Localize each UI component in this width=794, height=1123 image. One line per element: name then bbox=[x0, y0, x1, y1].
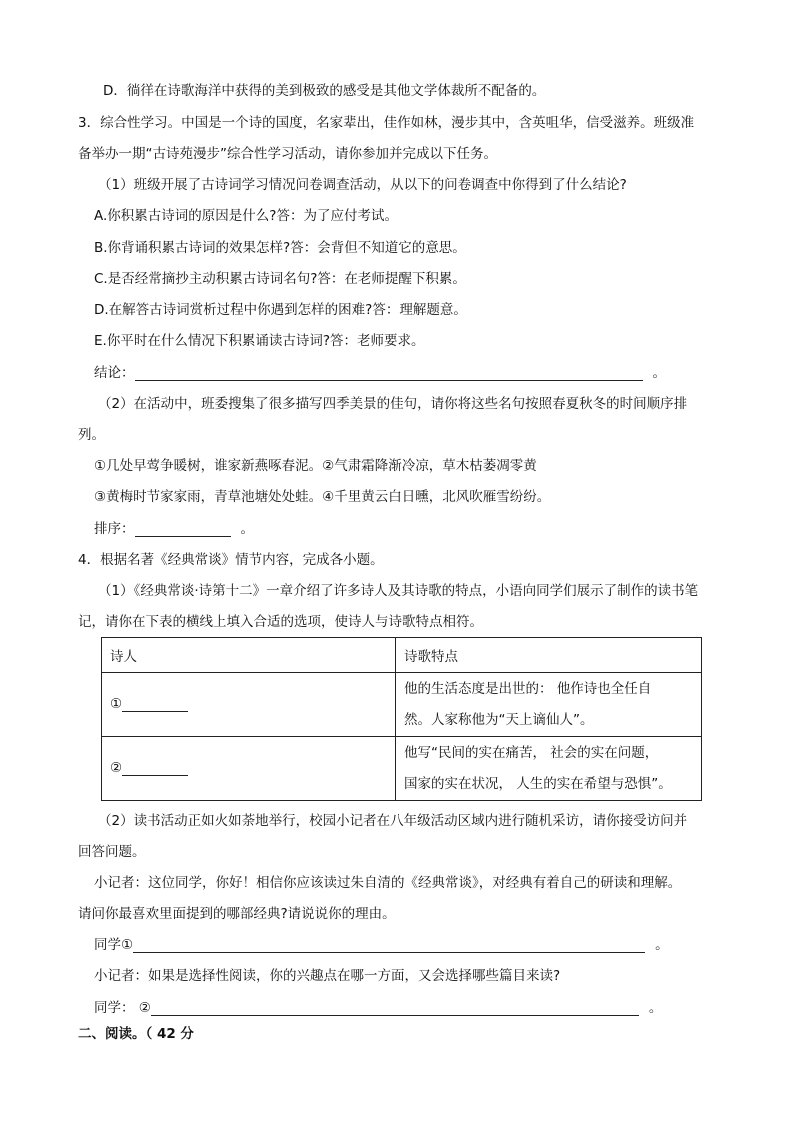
conclusion-line bbox=[94, 361, 666, 385]
row-marker: ① bbox=[110, 696, 123, 712]
order-label: 排序： bbox=[94, 521, 135, 537]
feature-text: 然。人家称他为“天上谪仙人”。 bbox=[404, 711, 594, 728]
survey-option-b: B.你背诵积累古诗词的效果怎样?答：会背但不知道它的意思。 bbox=[94, 240, 466, 256]
poem-lines-1: ①几处早莺争暖树，谁家新燕啄春泥。②气肃霜降渐冷凉，草木枯萎凋零黄 bbox=[94, 458, 537, 474]
section-2-heading: 二、阅读。（ 42 分 bbox=[78, 1026, 194, 1042]
feature-text: 他写“民间的实在痛苦， 社会的实在问题， bbox=[404, 744, 659, 761]
question-3-line1 bbox=[78, 111, 694, 135]
student-answer-2-blank[interactable] bbox=[151, 999, 639, 1016]
question-3-1-prompt: （1）班级开展了古诗词学习情况问卷调查活动，从以下的问卷调查中你得到了什么结论? bbox=[98, 177, 627, 193]
table-header-row bbox=[102, 638, 702, 673]
student-answer-1-end: 。 bbox=[655, 937, 669, 953]
student-answer-2-label: 同学： ② bbox=[94, 1000, 151, 1016]
survey-option-a: A.你积累古诗词的原因是什么?答：为了应付考试。 bbox=[94, 208, 398, 224]
table-row bbox=[102, 737, 702, 801]
student-answer-2-line bbox=[94, 996, 662, 1020]
student-answer-1-blank[interactable] bbox=[133, 936, 645, 953]
header-features: 诗歌特点 bbox=[396, 638, 702, 673]
question-4-title: 4．根据名著《经典常谈》情节内容，完成各小题。 bbox=[78, 552, 384, 568]
header-poet: 诗人 bbox=[102, 638, 396, 673]
question-4-1-prompt-a: （1）《经典常谈·诗第十二》一章介绍了许多诗人及其诗歌的特点，小语向同学们展示了制作的读书笔 bbox=[98, 583, 699, 599]
feature-cell bbox=[396, 673, 702, 737]
survey-option-e: E.你平时在什么情况下积累诵读古诗词?答：老师要求。 bbox=[94, 333, 425, 349]
question-3-line2: 备举办一期“古诗苑漫步”综合性学习活动，请你参加并完成以下任务。 bbox=[78, 146, 497, 162]
order-blank[interactable] bbox=[135, 520, 231, 537]
option-d-text: D．徜徉在诗歌海洋中获得的美到极致的感受是其他文学体裁所不配备的。 bbox=[103, 83, 546, 99]
poet-table bbox=[101, 637, 702, 801]
student-answer-2-end: 。 bbox=[648, 1000, 663, 1016]
conclusion-blank[interactable] bbox=[135, 364, 643, 381]
student-answer-1-label: 同学① bbox=[94, 937, 134, 953]
reporter-question-1a: 小记者：这位同学，你好！相信你应该读过朱自清的《经典常谈》，对经典有着自己的研读和理解。 bbox=[94, 875, 682, 891]
question-3-text-a: 3．综合性学习。中国是一个诗的国度，名家辈出，佳作如林，漫步其中，含英咀华，信受滋养。班级准 bbox=[78, 115, 695, 131]
survey-option-d: D.在解答古诗词赏析过程中你遇到怎样的困难?答：理解题意。 bbox=[94, 302, 467, 318]
conclusion-end: 。 bbox=[652, 365, 666, 381]
question-3-2-prompt-b: 列。 bbox=[78, 427, 105, 443]
poem-lines-2: ③黄梅时节家家雨，青草池塘处处蛙。④千里黄云白日曛，北风吹雁雪纷纷。 bbox=[94, 489, 551, 505]
poet-cell bbox=[102, 737, 396, 801]
table-row bbox=[102, 673, 702, 737]
poet-blank-2[interactable] bbox=[122, 759, 188, 776]
feature-text: 他的生活态度是出世的： 他作诗也全任自 bbox=[404, 680, 652, 697]
question-4-2-prompt-b: 回答问题。 bbox=[78, 844, 146, 860]
student-answer-1-line bbox=[94, 933, 669, 957]
question-4-2-prompt-a: （2）读书活动正如火如荼地举行，校园小记者在八年级活动区域内进行随机采访，请你接受访问并 bbox=[98, 813, 688, 829]
order-line bbox=[94, 517, 254, 541]
survey-option-c: C.是否经常摘抄主动积累古诗词名句?答：在老师提醒下积累。 bbox=[94, 271, 466, 287]
poet-cell bbox=[102, 673, 396, 737]
order-end: 。 bbox=[240, 521, 254, 537]
feature-text: 国家的实在状况， 人生的实在希望与恐惧”。 bbox=[404, 775, 672, 792]
reporter-question-1b: 请问你最喜欢里面提到的哪部经典?请说说你的理由。 bbox=[78, 906, 396, 922]
feature-cell bbox=[396, 737, 702, 801]
question-4-1-prompt-b: 记，请你在下表的横线上填入合适的选项，使诗人与诗歌特点相符。 bbox=[78, 614, 483, 630]
row-marker: ② bbox=[110, 760, 123, 776]
conclusion-label: 结论： bbox=[94, 365, 135, 381]
poet-blank-1[interactable] bbox=[122, 695, 188, 712]
reporter-question-2: 小记者：如果是选择性阅读，你的兴趣点在哪一方面，又会选择哪些篇目来读? bbox=[94, 968, 561, 984]
question-3-2-prompt-a: （2）在活动中，班委搜集了很多描写四季美景的佳句，请你将这些名句按照春夏秋冬的时间顺序排 bbox=[98, 396, 688, 412]
